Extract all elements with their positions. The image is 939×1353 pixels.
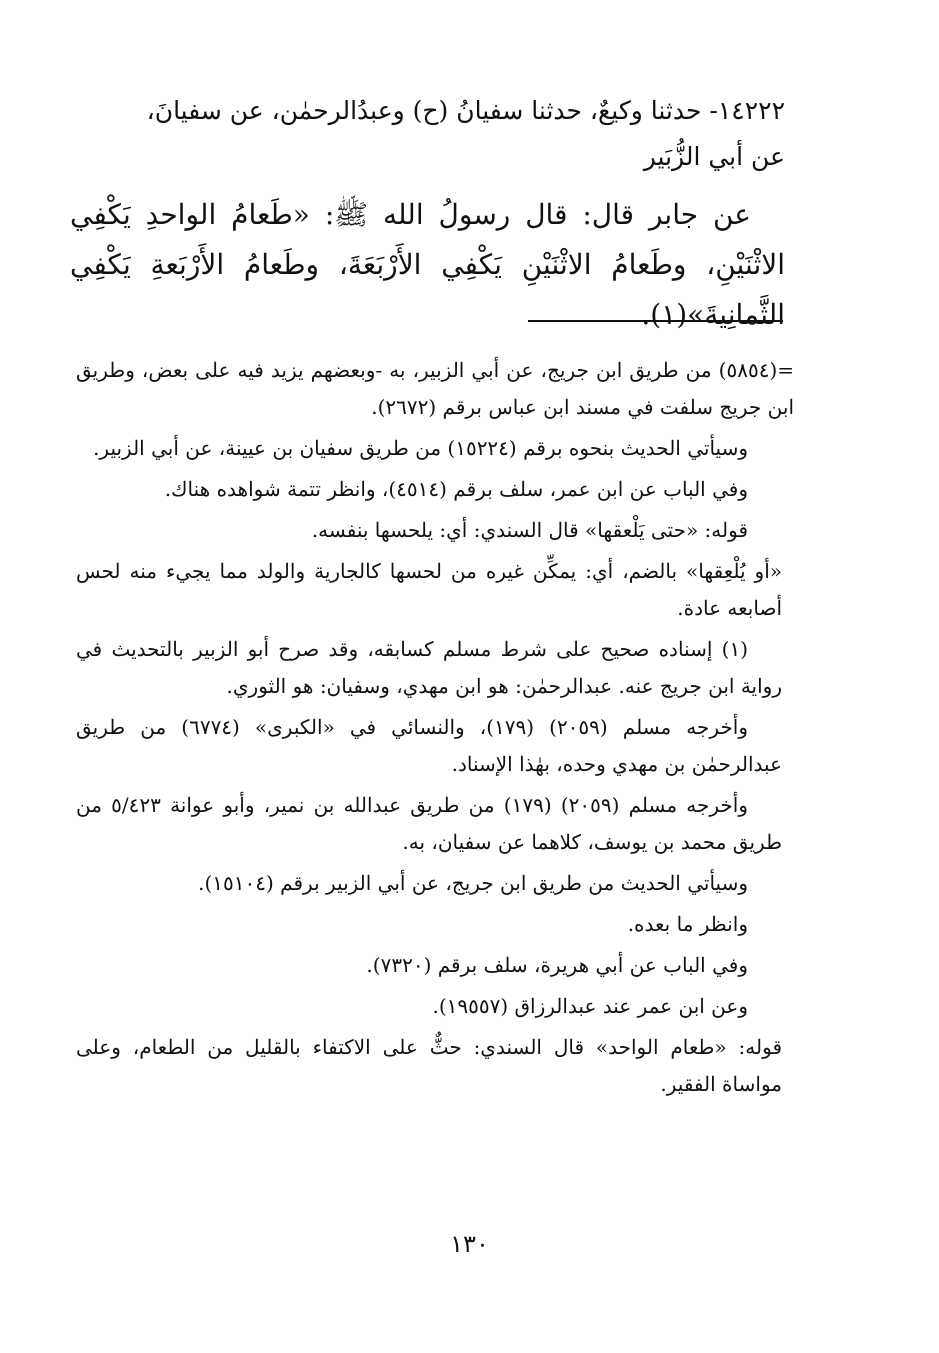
footnote-paragraph: =(٥٨٥٤) من طريق ابن جريج، عن أبي الزبير، به -وبعضهم يزيد فيه على بعض، وطريق ابن جريج سلفت في مسند ابن عباس برقم (٢٦٧٢). [76, 358, 794, 419]
footnote-paragraph: «أو يُلْعِقها» بالضم، أي: يمكِّن غيره من لحسها كالجارية والولد مما يجيء منه لحس أصابعه عادة. [76, 559, 782, 620]
footnote-paragraph: قوله: «طعام الواحد» قال السندي: حثٌّ على الاكتفاء بالقليل من الطعام، وعلى مواساة الفقير. [76, 1035, 783, 1096]
footnote-paragraph: وسيأتي الحديث من طريق ابن جريج، عن أبي الزبير برقم (١٥١٠٤). [198, 871, 748, 895]
footnote-paragraph: وفي الباب عن ابن عمر، سلف برقم (٤٥١٤)، وانظر تتمة شواهده هناك. [164, 477, 748, 501]
hadith-isnad-line-2: عن أبي الزُّبَير [643, 142, 785, 171]
hadith-text [70, 88, 785, 340]
footnote-paragraph: وعن ابن عمر عند عبدالرزاق (١٩٥٥٧). [432, 994, 748, 1018]
footnote-paragraph: وأخرجه مسلم (٢٠٥٩) (١٧٩)، والنسائي في «الكبرى» (٦٧٧٤) من طريق عبدالرحمٰن بن مهدي وحده، بهٰذا الإسناد. [76, 715, 782, 776]
hadith-isnad-line-1: ١٤٢٢٢- حدثنا وكيعٌ، حدثنا سفيانُ (ح) وعبدُالرحمٰن، عن سفيانَ، [146, 96, 785, 125]
footnote-paragraph: (١) إسناده صحيح على شرط مسلم كسابقه، وقد صرح أبو الزبير بالتحديث في رواية ابن جريج عنه. عبدالرحمٰن: هو ابن مهدي، وسفيان: هو الثوري. [76, 637, 782, 698]
footnotes [76, 352, 794, 1107]
footnote-paragraph: وأخرجه مسلم (٢٠٥٩) (١٧٩) من طريق عبدالله بن نمير، وأبو عوانة ٥/٤٢٣ من طريق محمد بن يوسف، كلاهما عن سفيان، به. [76, 793, 782, 854]
footnote-paragraph: قوله: «حتى يَلْعقها» قال السندي: أي: يلحسها بنفسه. [311, 518, 748, 542]
footnote-paragraph: وسيأتي الحديث بنحوه برقم (١٥٢٢٤) من طريق سفيان بن عيينة، عن أبي الزبير. [93, 436, 748, 460]
page-number: ١٣٠ [450, 1230, 489, 1258]
footnote-paragraph: وفي الباب عن أبي هريرة، سلف برقم (٧٣٢٠). [366, 953, 748, 977]
footnote-paragraph: وانظر ما بعده. [627, 912, 748, 936]
hadith-matn: عن جابر قال: قال رسولُ الله ﷺ: «طَعامُ الواحدِ يَكْفِي الاثْنَيْنِ، وطَعامُ الاثْنَيْنِ يَكْفِي الأَرْبَعَةَ، وطَعامُ الأَرْبَعةِ يَكْفِي الثَّمانِيةَ»(١). [70, 198, 785, 331]
footnote-divider [528, 320, 783, 322]
